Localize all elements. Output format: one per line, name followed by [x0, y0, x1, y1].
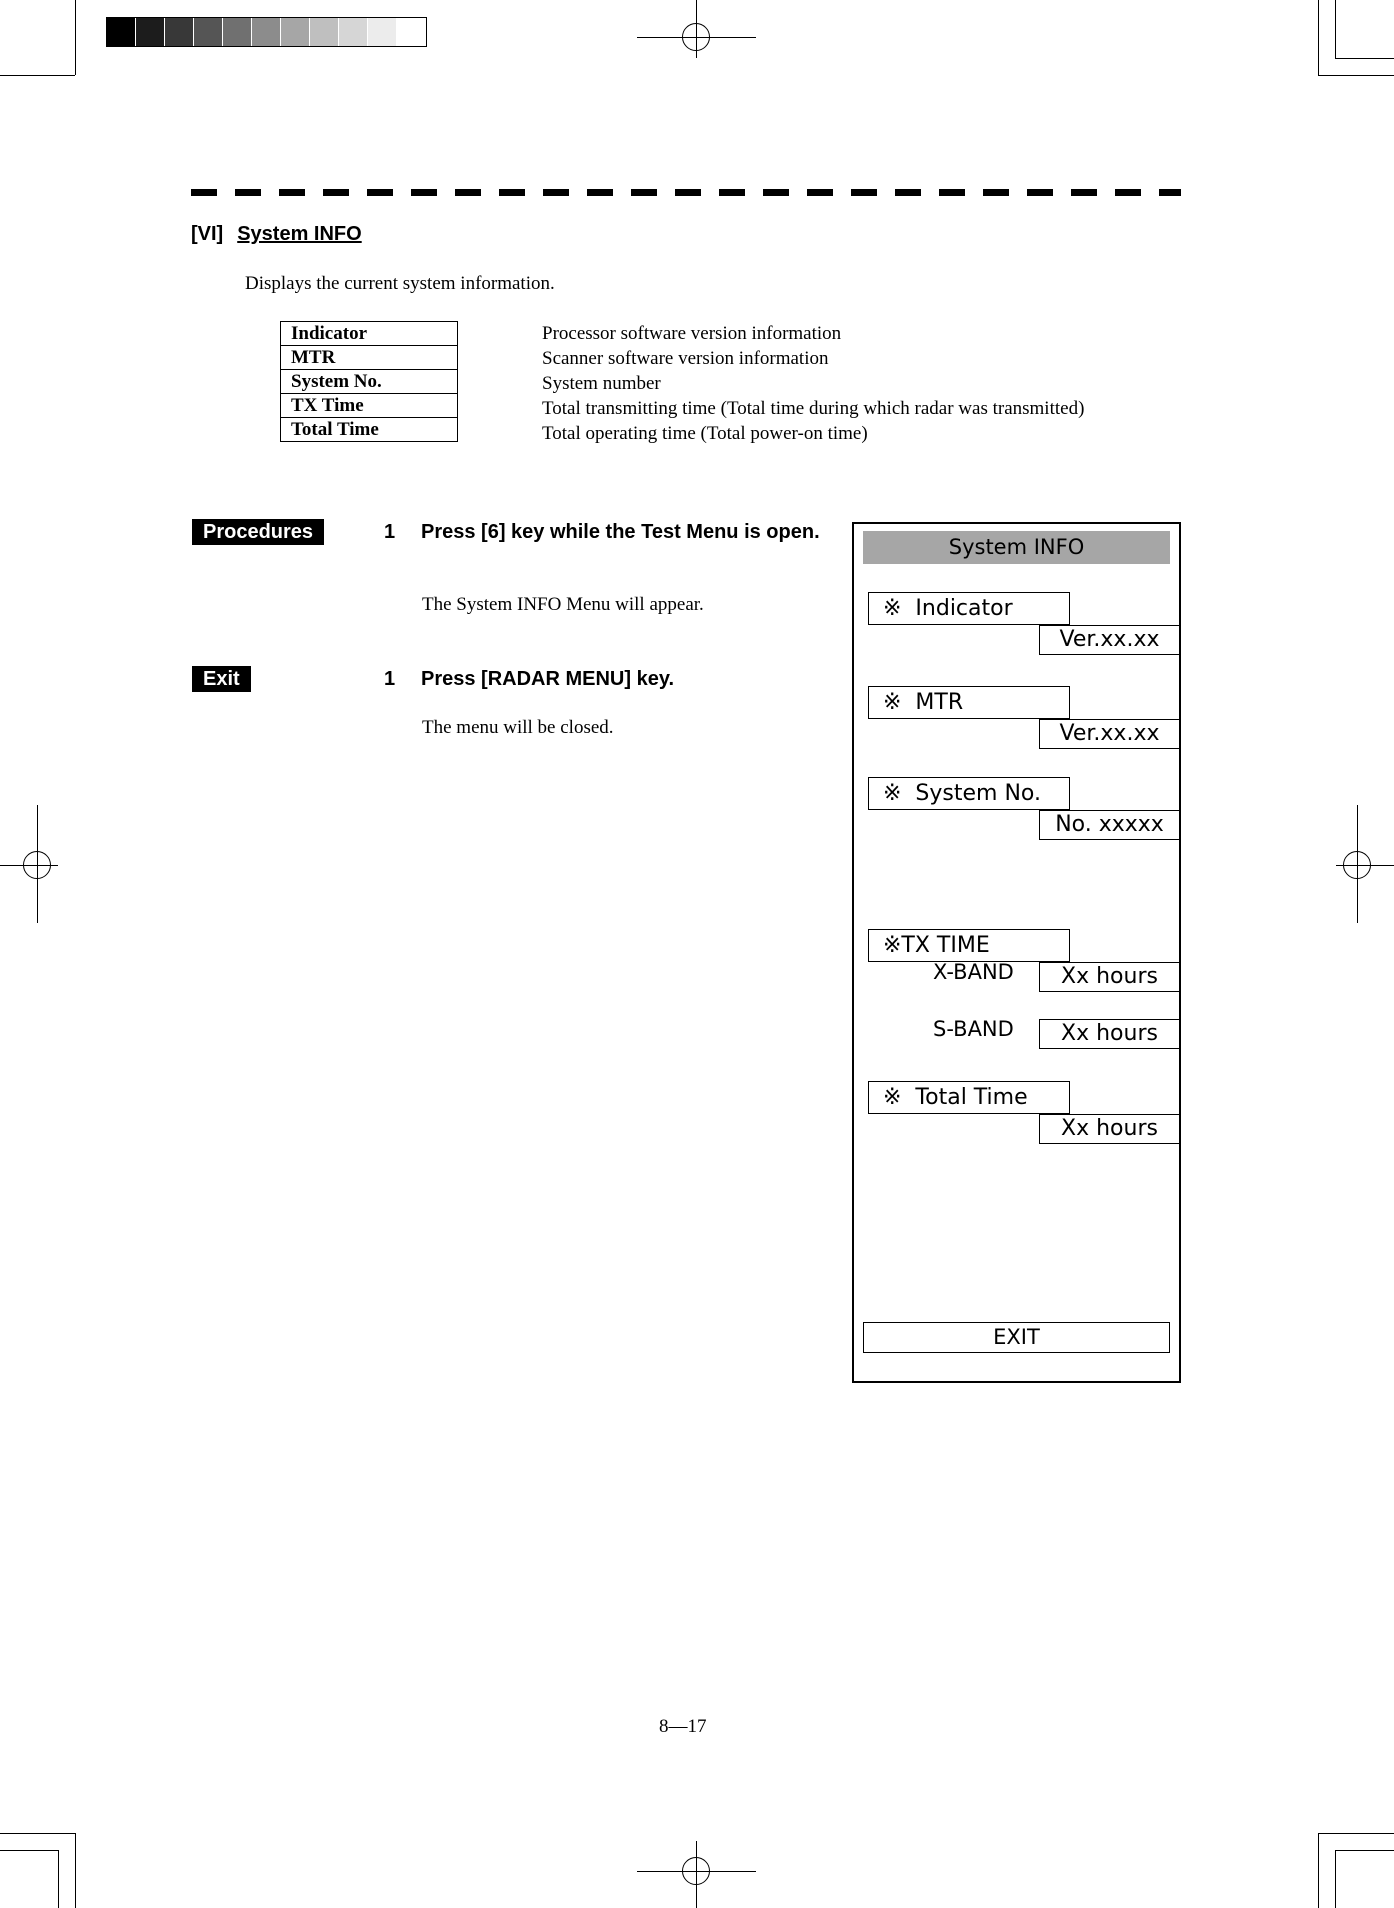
table-row [281, 418, 458, 442]
s-band-value: Xx hours [1039, 1019, 1180, 1049]
gray-swatch [339, 18, 368, 46]
table-cell-label: System No. [281, 370, 458, 394]
x-band-label: X-BAND [933, 960, 1014, 984]
gray-swatch [281, 18, 310, 46]
info-descriptions [542, 321, 1084, 446]
info-description: Processor software version information [542, 323, 842, 344]
section-title: System INFO [237, 223, 362, 245]
exit-tag: Exit [192, 666, 251, 692]
info-description: System number [542, 373, 661, 394]
section-heading [191, 223, 362, 246]
exit-step [384, 666, 824, 696]
total-time-value: Xx hours [1039, 1114, 1180, 1144]
step-number: 1 [384, 521, 396, 543]
system-no-value: No. xxxxx [1039, 810, 1180, 840]
table-cell-label: Total Time [281, 418, 458, 442]
mtr-value: Ver.xx.xx [1039, 719, 1180, 749]
table-cell-label: MTR [281, 346, 458, 370]
exit-note: The menu will be closed. [422, 717, 614, 738]
tx-time-label[interactable]: ※TX TIME [868, 929, 1070, 962]
step-number: 1 [384, 668, 396, 690]
procedures-tag: Procedures [192, 519, 324, 545]
table-row [281, 370, 458, 394]
info-description: Total operating time (Total power-on time) [542, 423, 868, 444]
procedure-step [384, 519, 824, 579]
panel-title: System INFO [863, 531, 1170, 564]
info-description: Scanner software version information [542, 348, 829, 369]
table-cell-label: TX Time [281, 394, 458, 418]
gray-swatch [252, 18, 281, 46]
table-row [281, 322, 458, 346]
gray-swatch [397, 18, 426, 46]
gray-swatch [223, 18, 252, 46]
system-info-panel [852, 522, 1181, 1383]
step-text: Press [RADAR MENU] key. [421, 668, 675, 690]
table-row [281, 346, 458, 370]
page-number: 8—17 [659, 1716, 707, 1737]
dashed-divider [191, 189, 1181, 196]
gray-swatch [310, 18, 339, 46]
system-no-label[interactable]: ※ System No. [868, 777, 1070, 810]
intro-text: Displays the current system information. [245, 273, 555, 294]
step-text: Press [6] key while the Test Menu is open. [421, 521, 820, 543]
exit-button[interactable]: EXIT [863, 1322, 1170, 1353]
x-band-value: Xx hours [1039, 962, 1180, 992]
indicator-label[interactable]: ※ Indicator [868, 592, 1070, 625]
gray-swatch [165, 18, 194, 46]
table-cell-label: Indicator [281, 322, 458, 346]
grayscale-bar [106, 17, 427, 47]
gray-swatch [368, 18, 397, 46]
total-time-label[interactable]: ※ Total Time [868, 1081, 1070, 1114]
mtr-label[interactable]: ※ MTR [868, 686, 1070, 719]
info-description: Total transmitting time (Total time during which radar was transmitted) [542, 398, 1085, 419]
s-band-label: S-BAND [933, 1017, 1014, 1041]
gray-swatch [194, 18, 223, 46]
gray-swatch [107, 18, 136, 46]
table-row [281, 394, 458, 418]
section-number: [VI] [191, 223, 224, 245]
indicator-value: Ver.xx.xx [1039, 625, 1180, 655]
gray-swatch [136, 18, 165, 46]
info-table [280, 321, 458, 442]
procedure-note: The System INFO Menu will appear. [422, 594, 704, 615]
